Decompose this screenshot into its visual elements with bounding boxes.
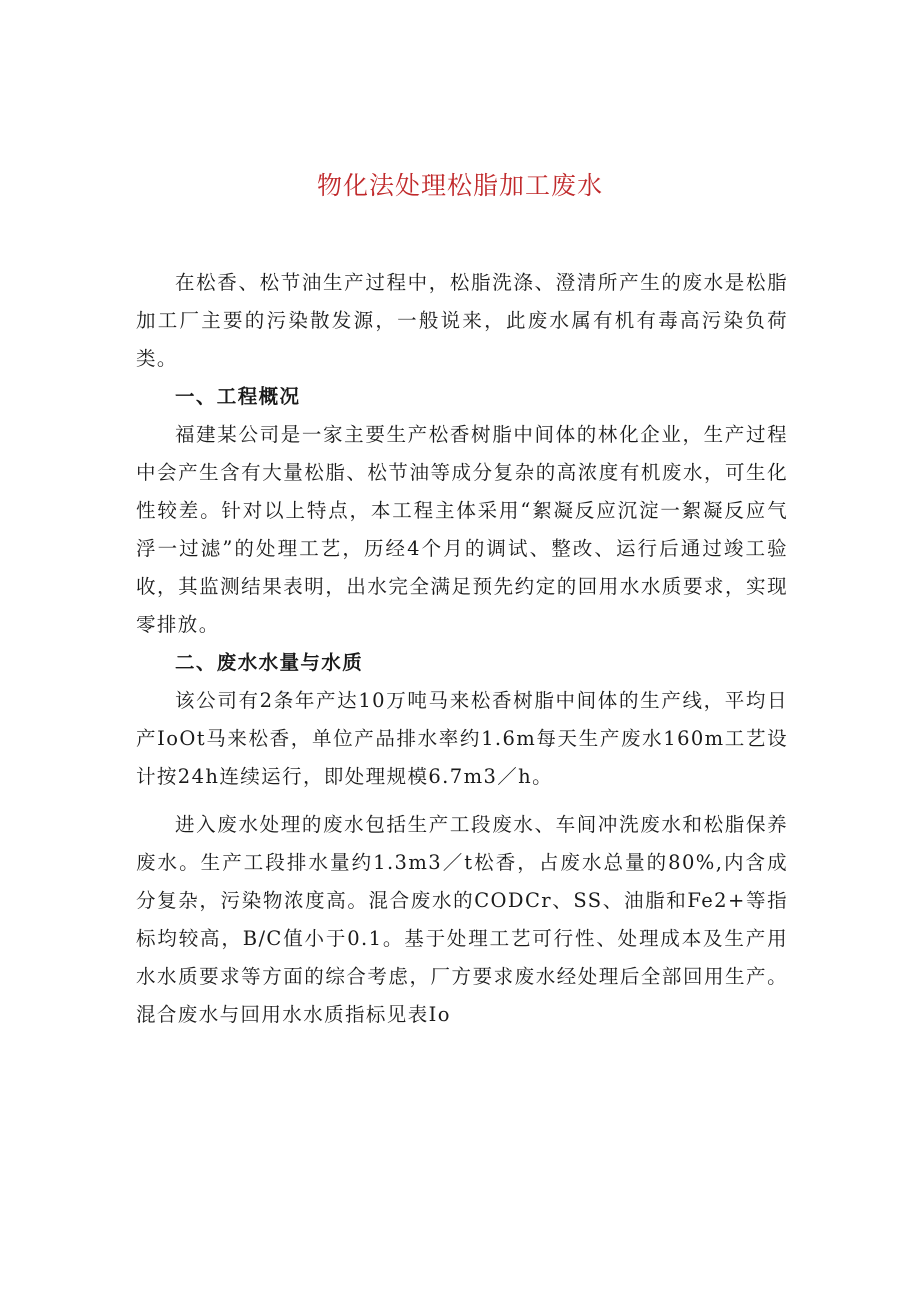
intro-paragraph: 在松香、松节油生产过程中，松脂洗涤、澄清所产生的废水是松脂加工厂主要的污染散发源，一般说来，此废水属有机有毒高污染负荷类。: [136, 271, 788, 370]
section-paragraph: 福建某公司是一家主要生产松香树脂中间体的林化企业，生产过程中会产生含有大量松脂、松节油等成分复杂的高浓度有机废水，可生化性较差。针对以上特点，本工程主体采用“絮凝反应沉淀一絮凝反应气浮一过滤”的处理工艺，历经4个月的调试、整改、运行后通过竣工验收，其监测结果表明，出水完全满足预先约定的回用水水质要求，实现零排放。: [136, 423, 788, 636]
section-project-overview: [136, 378, 788, 644]
document-title: 物化法处理松脂加工废水: [316, 171, 603, 200]
section-paragraph: 该公司有2条年产达10万吨马来松香树脂中间体的生产线，平均日产IoOt马来松香，单位产品排水率约1.6m每天生产废水160m工艺设计按24h连续运行，即处理规模6.7m3／h。: [136, 689, 788, 788]
section-water-quantity-quality: [136, 644, 788, 1034]
section-paragraph: 进入废水处理的废水包括生产工段废水、车间冲洗废水和松脂保养废水。生产工段排水量约1.3m3／t松香，占废水总量的80%,内含成分复杂，污染物浓度高。混合废水的CODCr、SS、油脂和Fe2+等指标均较高，B/C值小于0.1。基于处理工艺可行性、处理成本及生产用水水质要求等方面的综合考虑，厂方要求废水经处理后全部回用生产。混合废水与回用水水质指标见表Io: [136, 813, 788, 1026]
section-heading: 一、工程概况: [175, 385, 301, 408]
document-body: [136, 264, 788, 1034]
section-heading: 二、废水水量与水质: [175, 651, 364, 674]
paragraph-spacer: [136, 796, 788, 806]
